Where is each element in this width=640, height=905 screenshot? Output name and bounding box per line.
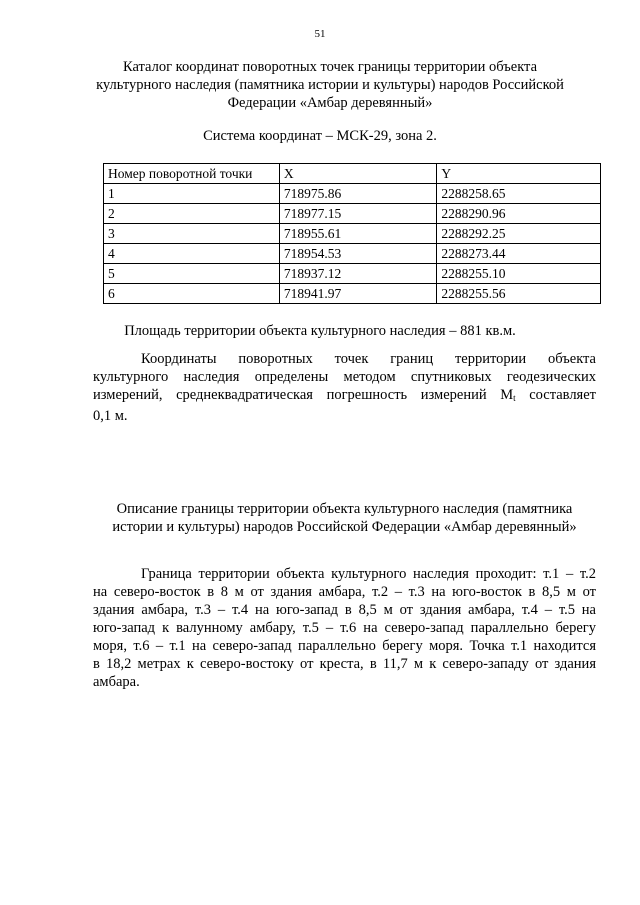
page-number: 51	[314, 28, 326, 40]
cell-x: 718975.86	[279, 184, 437, 204]
cell-x: 718977.15	[279, 204, 437, 224]
coordinates-table	[103, 163, 601, 304]
cell-point: 1	[104, 184, 280, 204]
cell-y: 2288292.25	[437, 224, 601, 244]
coordinate-system: Система координат – МСК-29, зона 2.	[203, 128, 437, 144]
cell-x: 718955.61	[279, 224, 437, 244]
cell-point: 3	[104, 224, 280, 244]
catalog-title-line: Федерации «Амбар деревянный»	[227, 95, 433, 111]
header-y: Y	[437, 164, 601, 184]
paragraph-line: здания амбара, т.3 – т.4 на юго-запад в 8,5 м от здания амбара, т.4 – т.5 на	[93, 602, 596, 618]
cell-x: 718941.97	[279, 284, 437, 304]
cell-point: 5	[104, 264, 280, 284]
paragraph-line: Координаты поворотных точек границ территории объекта	[141, 351, 596, 367]
description-title-line: Описание границы территории объекта культурного наследия (памятника	[116, 501, 573, 517]
catalog-title-line: культурного наследия (памятника истории и культуры) народов Российской	[96, 77, 564, 93]
cell-x: 718937.12	[279, 264, 437, 284]
header-x: X	[279, 164, 437, 184]
cell-point: 2	[104, 204, 280, 224]
catalog-title-line: Каталог координат поворотных точек границы территории объекта	[122, 59, 537, 75]
cell-y: 2288290.96	[437, 204, 601, 224]
catalog-title	[95, 58, 565, 112]
paragraph-line	[93, 386, 596, 407]
table-row	[104, 264, 601, 284]
subscript-t: t	[513, 393, 516, 403]
table-header-row	[104, 164, 601, 184]
header-point-number: Номер поворотной точки	[104, 164, 280, 184]
cell-point: 6	[104, 284, 280, 304]
cell-y: 2288258.65	[437, 184, 601, 204]
cell-y: 2288255.10	[437, 264, 601, 284]
table-row	[104, 284, 601, 304]
paragraph-line: моря, т.6 – т.1 на северо-запад параллельно берегу моря. Точка т.1 находится	[93, 638, 596, 654]
paragraph-line: в 18,2 метрах к северо-востоку от креста, в 11,7 м к северо-западу от здания	[93, 656, 596, 672]
paragraph-text: измерений, среднеквадратическая погрешность измерений M	[93, 387, 514, 403]
table-row	[104, 224, 601, 244]
table-row	[104, 204, 601, 224]
paragraph-line: культурного наследия определены методом спутниковых геодезических	[93, 369, 596, 385]
cell-y: 2288273.44	[437, 244, 601, 264]
description-title-line: истории и культуры) народов Российской Федерации «Амбар деревянный»	[112, 519, 577, 535]
table-row	[104, 244, 601, 264]
description-title	[93, 500, 596, 536]
paragraph-line: амбара.	[93, 674, 140, 690]
table-row	[104, 184, 601, 204]
area-statement: Площадь территории объекта культурного наследия – 881 кв.м.	[124, 323, 516, 339]
cell-point: 4	[104, 244, 280, 264]
cell-y: 2288255.56	[437, 284, 601, 304]
paragraph-line: на северо-восток в 8 м от здания амбара, т.2 – т.3 на юго-восток в 8,5 м от	[93, 584, 596, 600]
paragraph-line: 0,1 м.	[93, 408, 128, 424]
accuracy-paragraph	[93, 350, 596, 425]
paragraph-line: юго-запад к валунному амбару, т.5 – т.6 на северо-запад параллельно берегу	[93, 620, 596, 636]
boundary-description-paragraph	[93, 565, 596, 691]
paragraph-line: Граница территории объекта культурного наследия проходит: т.1 – т.2	[141, 566, 596, 582]
paragraph-text: составляет	[515, 387, 596, 403]
cell-x: 718954.53	[279, 244, 437, 264]
